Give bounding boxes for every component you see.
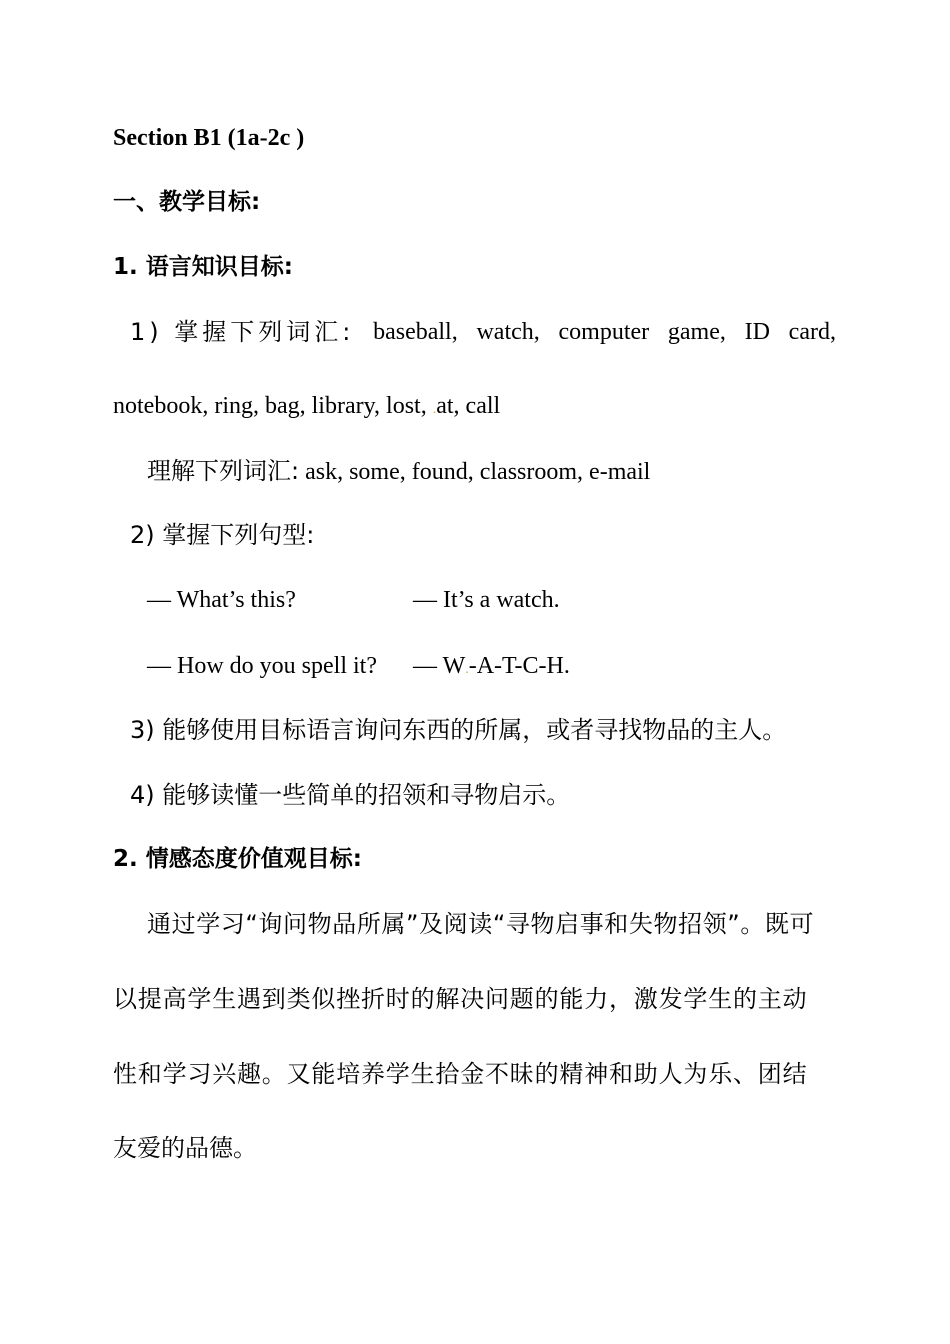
heading-emotional-goals: 2. 情感态度价值观目标: [113,846,362,872]
vocab-master-line2 [113,392,500,421]
vocab-understand-label: 理解下列词汇: [147,457,300,485]
pattern-answer-2-b: -A-T-C-H. [468,653,570,679]
pattern-answer-2-a: — W [413,653,466,679]
pattern-question-2: — How do you spell it? [147,653,377,679]
heading-teaching-objectives: 一、教学目标: [113,189,261,215]
section-title: Section B1 (1a-2c ) [113,125,305,151]
vocab-master-words-b: at, call [436,393,501,419]
vocab-word: watch, [476,319,540,345]
paragraph-line: 通过学习“询问物品所属”及阅读“寻物启事和失物招领”。既可 [147,910,815,938]
pattern-answer-1: — It’s a watch. [413,587,560,613]
vocab-master-label: 1) 掌握下列词汇: [130,318,355,346]
vocab-word: ID [744,319,770,345]
pattern-question-1: — What’s this? [147,587,296,613]
paragraph-line: 以提高学生遇到类似挫折时的解决问题的能力，激发学生的主动 [113,985,808,1013]
vocab-understand-words: ask, some, found, classroom, e-mail [305,459,651,485]
patterns-label [130,521,314,551]
stray-dot-mark: . [465,662,469,677]
vocab-master-words-a: notebook, ring, bag, library, lost, [113,393,433,419]
pattern-answer-2 [413,652,570,681]
paragraph-line: 友爱的品德。 [113,1134,257,1162]
vocab-word: computer [558,319,650,345]
vocab-word: baseball, [373,319,458,345]
vocab-word: card, [788,319,836,345]
paragraph-line: 性和学习兴趣。又能培养学生拾金不昧的精神和助人为乐、团结 [113,1060,808,1088]
vocab-master-line [130,318,836,347]
patterns-label-text: 2) 掌握下列句型: [130,521,315,549]
goal-3: 3) 能够使用目标语言询问东西的所属，或者寻找物品的主人。 [130,716,787,744]
heading-language-knowledge: 1. 语言知识目标: [113,254,293,280]
vocab-understand-line [147,457,650,487]
goal-4: 4) 能够读懂一些简单的招领和寻物启示。 [130,781,571,809]
vocab-word: game, [667,319,726,345]
stray-dot-mark: . [432,402,437,417]
